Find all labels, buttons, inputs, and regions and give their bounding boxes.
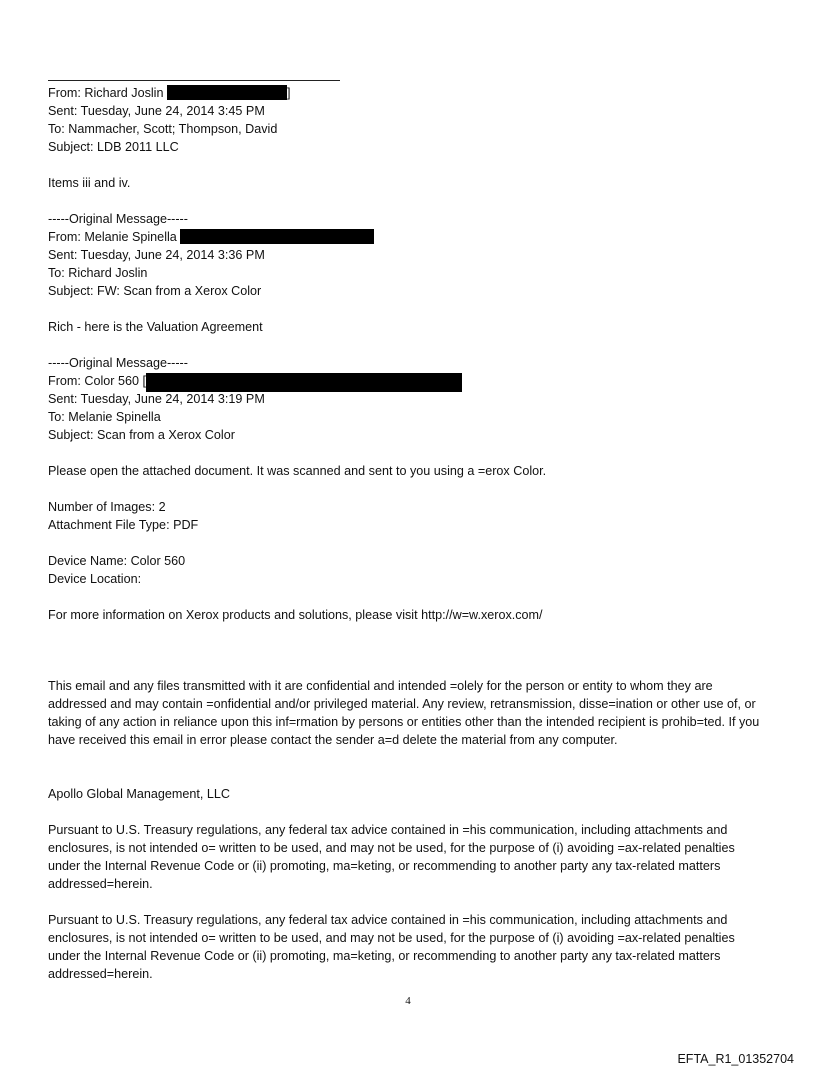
page-number: 4 [405, 995, 411, 1007]
email2-body: Rich - here is the Valuation Agreement [48, 320, 263, 334]
email3-to: To: Melanie Spinella [48, 410, 161, 424]
email3-filetype: Attachment File Type: PDF [48, 518, 199, 532]
email3-device-name: Device Name: Color 560 [48, 554, 186, 568]
email3-body: Please open the attached document. It was scanned and sent to you using a =erox Color. [48, 464, 547, 478]
email3-from [48, 372, 462, 392]
email1-subject: Subject: LDB 2011 LLC [48, 140, 179, 154]
email3-header: -----Original Message----- [48, 356, 188, 370]
company-name: Apollo Global Management, LLC [48, 787, 231, 801]
email2-to: To: Richard Joslin [48, 266, 148, 280]
email3-subject: Subject: Scan from a Xerox Color [48, 428, 235, 442]
email2-sent: Sent: Tuesday, June 24, 2014 3:36 PM [48, 248, 265, 262]
email3-sent: Sent: Tuesday, June 24, 2014 3:19 PM [48, 392, 265, 406]
bates-id: EFTA_R1_01352704 [677, 1052, 794, 1066]
email1-from-text: From: Richard Joslin [48, 86, 164, 100]
email3-images: Number of Images: 2 [48, 500, 166, 514]
email2-from-text: From: Melanie Spinella [48, 230, 177, 244]
email3-more-info: For more information on Xerox products and solutions, please visit http://w=w.xerox.com/ [48, 608, 543, 622]
header-rule [48, 80, 340, 81]
email1-from [48, 84, 290, 102]
redaction-block [180, 229, 374, 244]
email3-from-text: From: Color 560 [ [48, 374, 146, 388]
email3-device-location: Device Location: [48, 572, 142, 586]
tax-notice-2: Pursuant to U.S. Treasury regulations, any federal tax advice contained in =his communication, including attachments and enclosures, is not intended o= written to be used, and may not be used, for the purpose of (i) avoiding =ax-related penalties under the Internal Revenue Code or (ii) promoting, ma=keting, or recommending to another party any tax-related matters addressed=herein. [48, 913, 735, 981]
email1-body: Items iii and iv. [48, 176, 131, 190]
confidentiality-disclaimer: This email and any files transmitted with it are confidential and intended =olely for the person or entity to whom they are addressed and may contain =onfidential and/or privileged material. Any review, retransmission, disse=ination or other use of, or taking of any action in reliance upon this inf=rmation by persons or entities other than the intended recipient is prohib=ted. If you have received this email in error please contact the sender a=d delete the material from any computer. [48, 679, 760, 747]
email1-sent: Sent: Tuesday, June 24, 2014 3:45 PM [48, 104, 265, 118]
email2-from [48, 228, 374, 246]
email1-to: To: Nammacher, Scott; Thompson, David [48, 122, 278, 136]
email1-from-suffix: ] [286, 86, 291, 100]
email2-header: -----Original Message----- [48, 212, 188, 226]
redaction-block [167, 85, 287, 100]
tax-notice-1: Pursuant to U.S. Treasury regulations, any federal tax advice contained in =his communication, including attachments and enclosures, is not intended o= written to be used, and may not be used, for the purpose of (i) avoiding =ax-related penalties under the Internal Revenue Code or (ii) promoting, ma=keting, or recommending to another party any tax-related matters addressed=herein. [48, 823, 735, 891]
email2-subject: Subject: FW: Scan from a Xerox Color [48, 284, 262, 298]
